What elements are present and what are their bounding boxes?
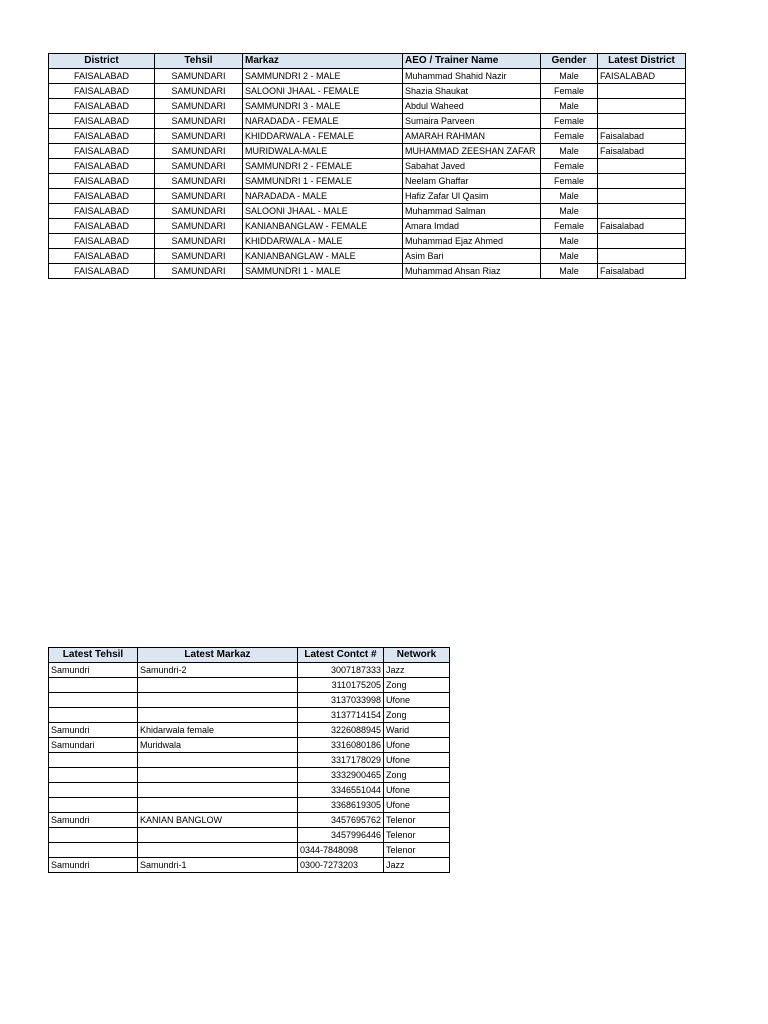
table-row bbox=[49, 84, 686, 99]
cell-district: FAISALABAD bbox=[49, 84, 155, 99]
cell-gender: Female bbox=[541, 159, 598, 174]
cell-gender: Male bbox=[541, 249, 598, 264]
cell-latest-tehsil bbox=[49, 693, 138, 708]
cell-latest-markaz: Muridwala bbox=[138, 738, 298, 753]
cell-latest-tehsil bbox=[49, 708, 138, 723]
cell-latest-contact: 3110175205 bbox=[298, 678, 384, 693]
cell-latest-markaz: Samundri-1 bbox=[138, 858, 298, 873]
cell-network: Jazz bbox=[384, 858, 450, 873]
cell-district: FAISALABAD bbox=[49, 174, 155, 189]
cell-network: Telenor bbox=[384, 828, 450, 843]
cell-latest-markaz bbox=[138, 768, 298, 783]
cell-district: FAISALABAD bbox=[49, 204, 155, 219]
cell-latest-tehsil: Samundri bbox=[49, 663, 138, 678]
cell-latest-contact: 3457695762 bbox=[298, 813, 384, 828]
cell-tehsil: SAMUNDARI bbox=[155, 204, 243, 219]
table-row bbox=[49, 189, 686, 204]
table-row bbox=[49, 114, 686, 129]
cell-markaz: SAMMUNDRI 3 - MALE bbox=[243, 99, 403, 114]
table-row bbox=[49, 678, 450, 693]
cell-latest-markaz: Khidarwala female bbox=[138, 723, 298, 738]
cell-latest-contact: 0300-7273203 bbox=[298, 858, 384, 873]
table-row bbox=[49, 144, 686, 159]
cell-gender: Male bbox=[541, 99, 598, 114]
cell-trainer-name: Muhammad Shahid Nazir bbox=[403, 69, 541, 84]
cell-markaz: SALOONI JHAAL - FEMALE bbox=[243, 84, 403, 99]
cell-tehsil: SAMUNDARI bbox=[155, 234, 243, 249]
cell-district: FAISALABAD bbox=[49, 189, 155, 204]
cell-latest-tehsil bbox=[49, 828, 138, 843]
cell-network: Warid bbox=[384, 723, 450, 738]
header-latest-tehsil: Latest Tehsil bbox=[49, 648, 138, 663]
header-district: District bbox=[49, 54, 155, 69]
table-header-row bbox=[49, 648, 450, 663]
cell-network: Ufone bbox=[384, 693, 450, 708]
cell-trainer-name: Sabahat Javed bbox=[403, 159, 541, 174]
table-row bbox=[49, 693, 450, 708]
header-latest-markaz: Latest Markaz bbox=[138, 648, 298, 663]
cell-latest-markaz bbox=[138, 828, 298, 843]
cell-gender: Male bbox=[541, 144, 598, 159]
cell-tehsil: SAMUNDARI bbox=[155, 69, 243, 84]
cell-tehsil: SAMUNDARI bbox=[155, 144, 243, 159]
cell-latest-contact: 3137033998 bbox=[298, 693, 384, 708]
cell-gender: Female bbox=[541, 114, 598, 129]
cell-latest-tehsil: Samundri bbox=[49, 723, 138, 738]
cell-district: FAISALABAD bbox=[49, 114, 155, 129]
cell-latest-contact: 3368619305 bbox=[298, 798, 384, 813]
header-trainer-name: AEO / Trainer Name bbox=[403, 54, 541, 69]
header-tehsil: Tehsil bbox=[155, 54, 243, 69]
cell-tehsil: SAMUNDARI bbox=[155, 174, 243, 189]
cell-trainer-name: Sumaira Parveen bbox=[403, 114, 541, 129]
header-latest-district: Latest District bbox=[598, 54, 686, 69]
cell-gender: Female bbox=[541, 174, 598, 189]
cell-trainer-name: Muhammad Ejaz Ahmed bbox=[403, 234, 541, 249]
table-row bbox=[49, 663, 450, 678]
cell-gender: Female bbox=[541, 84, 598, 99]
cell-latest-tehsil bbox=[49, 843, 138, 858]
cell-latest-tehsil: Samundari bbox=[49, 738, 138, 753]
cell-latest-markaz bbox=[138, 783, 298, 798]
cell-latest-markaz bbox=[138, 693, 298, 708]
cell-network: Ufone bbox=[384, 783, 450, 798]
cell-latest-contact: 3007187333 bbox=[298, 663, 384, 678]
table-row bbox=[49, 783, 450, 798]
cell-latest-district bbox=[598, 249, 686, 264]
cell-tehsil: SAMUNDARI bbox=[155, 99, 243, 114]
table-row bbox=[49, 768, 450, 783]
table-row bbox=[49, 798, 450, 813]
cell-markaz: NARADADA - MALE bbox=[243, 189, 403, 204]
table-row bbox=[49, 753, 450, 768]
cell-latest-contact: 3457996446 bbox=[298, 828, 384, 843]
cell-district: FAISALABAD bbox=[49, 159, 155, 174]
cell-latest-tehsil bbox=[49, 678, 138, 693]
header-markaz: Markaz bbox=[243, 54, 403, 69]
header-latest-contact: Latest Contct # bbox=[298, 648, 384, 663]
table-row bbox=[49, 219, 686, 234]
cell-markaz: KANIANBANGLAW - FEMALE bbox=[243, 219, 403, 234]
cell-trainer-name: Muhammad Salman bbox=[403, 204, 541, 219]
cell-latest-markaz: Samundri-2 bbox=[138, 663, 298, 678]
cell-latest-tehsil bbox=[49, 783, 138, 798]
cell-gender: Male bbox=[541, 204, 598, 219]
cell-gender: Female bbox=[541, 219, 598, 234]
cell-latest-tehsil: Samundri bbox=[49, 858, 138, 873]
cell-latest-district bbox=[598, 234, 686, 249]
cell-district: FAISALABAD bbox=[49, 144, 155, 159]
cell-district: FAISALABAD bbox=[49, 264, 155, 279]
table-row bbox=[49, 159, 686, 174]
cell-trainer-name: Muhammad Ahsan Riaz bbox=[403, 264, 541, 279]
cell-district: FAISALABAD bbox=[49, 99, 155, 114]
cell-latest-district bbox=[598, 189, 686, 204]
cell-gender: Male bbox=[541, 189, 598, 204]
table-row bbox=[49, 723, 450, 738]
cell-tehsil: SAMUNDARI bbox=[155, 189, 243, 204]
cell-latest-tehsil: Samundri bbox=[49, 813, 138, 828]
header-gender: Gender bbox=[541, 54, 598, 69]
table-row bbox=[49, 129, 686, 144]
contact-table bbox=[48, 647, 450, 873]
cell-latest-district: Faisalabad bbox=[598, 264, 686, 279]
header-network: Network bbox=[384, 648, 450, 663]
cell-tehsil: SAMUNDARI bbox=[155, 84, 243, 99]
cell-district: FAISALABAD bbox=[49, 234, 155, 249]
cell-tehsil: SAMUNDARI bbox=[155, 249, 243, 264]
cell-latest-markaz bbox=[138, 843, 298, 858]
cell-trainer-name: Shazia Shaukat bbox=[403, 84, 541, 99]
cell-latest-district bbox=[598, 99, 686, 114]
cell-latest-district: FAISALABAD bbox=[598, 69, 686, 84]
cell-latest-district bbox=[598, 204, 686, 219]
table-row bbox=[49, 99, 686, 114]
cell-tehsil: SAMUNDARI bbox=[155, 159, 243, 174]
table-row bbox=[49, 858, 450, 873]
table-row bbox=[49, 249, 686, 264]
table-row bbox=[49, 828, 450, 843]
cell-network: Ufone bbox=[384, 738, 450, 753]
cell-latest-district bbox=[598, 159, 686, 174]
table-row bbox=[49, 843, 450, 858]
table-row bbox=[49, 708, 450, 723]
cell-trainer-name: Neelam Ghaffar bbox=[403, 174, 541, 189]
table-row bbox=[49, 234, 686, 249]
table-row bbox=[49, 738, 450, 753]
cell-trainer-name: Abdul Waheed bbox=[403, 99, 541, 114]
cell-latest-contact: 3317178029 bbox=[298, 753, 384, 768]
cell-markaz: MURIDWALA-MALE bbox=[243, 144, 403, 159]
cell-latest-district: Faisalabad bbox=[598, 129, 686, 144]
table-header-row bbox=[49, 54, 686, 69]
cell-latest-district: Faisalabad bbox=[598, 144, 686, 159]
cell-gender: Male bbox=[541, 264, 598, 279]
cell-markaz: KHIDDARWALA - MALE bbox=[243, 234, 403, 249]
cell-trainer-name: Hafiz Zafar Ul Qasim bbox=[403, 189, 541, 204]
cell-latest-markaz bbox=[138, 753, 298, 768]
cell-latest-contact: 3137714154 bbox=[298, 708, 384, 723]
cell-network: Zong bbox=[384, 678, 450, 693]
cell-district: FAISALABAD bbox=[49, 219, 155, 234]
cell-latest-contact: 3226088945 bbox=[298, 723, 384, 738]
cell-markaz: SAMMUNDRI 2 - MALE bbox=[243, 69, 403, 84]
cell-tehsil: SAMUNDARI bbox=[155, 219, 243, 234]
cell-trainer-name: MUHAMMAD ZEESHAN ZAFAR bbox=[403, 144, 541, 159]
cell-tehsil: SAMUNDARI bbox=[155, 114, 243, 129]
cell-network: Zong bbox=[384, 768, 450, 783]
cell-trainer-name: Amara Imdad bbox=[403, 219, 541, 234]
cell-markaz: KANIANBANGLAW - MALE bbox=[243, 249, 403, 264]
cell-network: Telenor bbox=[384, 813, 450, 828]
cell-district: FAISALABAD bbox=[49, 69, 155, 84]
cell-latest-markaz bbox=[138, 678, 298, 693]
trainer-table bbox=[48, 53, 686, 279]
cell-latest-markaz bbox=[138, 798, 298, 813]
cell-latest-district bbox=[598, 84, 686, 99]
cell-tehsil: SAMUNDARI bbox=[155, 129, 243, 144]
cell-trainer-name: AMARAH RAHMAN bbox=[403, 129, 541, 144]
cell-network: Telenor bbox=[384, 843, 450, 858]
cell-district: FAISALABAD bbox=[49, 129, 155, 144]
cell-markaz: SALOONI JHAAL - MALE bbox=[243, 204, 403, 219]
contact-table-body bbox=[49, 663, 450, 873]
cell-network: Ufone bbox=[384, 798, 450, 813]
cell-latest-markaz: KANIAN BANGLOW bbox=[138, 813, 298, 828]
cell-markaz: SAMMUNDRI 2 - FEMALE bbox=[243, 159, 403, 174]
cell-network: Jazz bbox=[384, 663, 450, 678]
cell-latest-tehsil bbox=[49, 798, 138, 813]
cell-latest-contact: 3332900465 bbox=[298, 768, 384, 783]
cell-latest-contact: 0344-7848098 bbox=[298, 843, 384, 858]
cell-tehsil: SAMUNDARI bbox=[155, 264, 243, 279]
cell-gender: Male bbox=[541, 69, 598, 84]
cell-latest-district: Faisalabad bbox=[598, 219, 686, 234]
table-row bbox=[49, 813, 450, 828]
cell-latest-tehsil bbox=[49, 753, 138, 768]
table-row bbox=[49, 69, 686, 84]
cell-latest-contact: 3316080186 bbox=[298, 738, 384, 753]
cell-latest-district bbox=[598, 174, 686, 189]
cell-gender: Female bbox=[541, 129, 598, 144]
cell-markaz: KHIDDARWALA - FEMALE bbox=[243, 129, 403, 144]
cell-network: Ufone bbox=[384, 753, 450, 768]
cell-network: Zong bbox=[384, 708, 450, 723]
cell-markaz: NARADADA - FEMALE bbox=[243, 114, 403, 129]
cell-trainer-name: Asim Bari bbox=[403, 249, 541, 264]
cell-latest-contact: 3346551044 bbox=[298, 783, 384, 798]
table-row bbox=[49, 264, 686, 279]
cell-latest-tehsil bbox=[49, 768, 138, 783]
cell-latest-markaz bbox=[138, 708, 298, 723]
cell-markaz: SAMMUNDRI 1 - FEMALE bbox=[243, 174, 403, 189]
table-row bbox=[49, 204, 686, 219]
cell-markaz: SAMMUNDRI 1 - MALE bbox=[243, 264, 403, 279]
table-row bbox=[49, 174, 686, 189]
cell-gender: Male bbox=[541, 234, 598, 249]
cell-latest-district bbox=[598, 114, 686, 129]
cell-district: FAISALABAD bbox=[49, 249, 155, 264]
trainer-table-body bbox=[49, 69, 686, 279]
